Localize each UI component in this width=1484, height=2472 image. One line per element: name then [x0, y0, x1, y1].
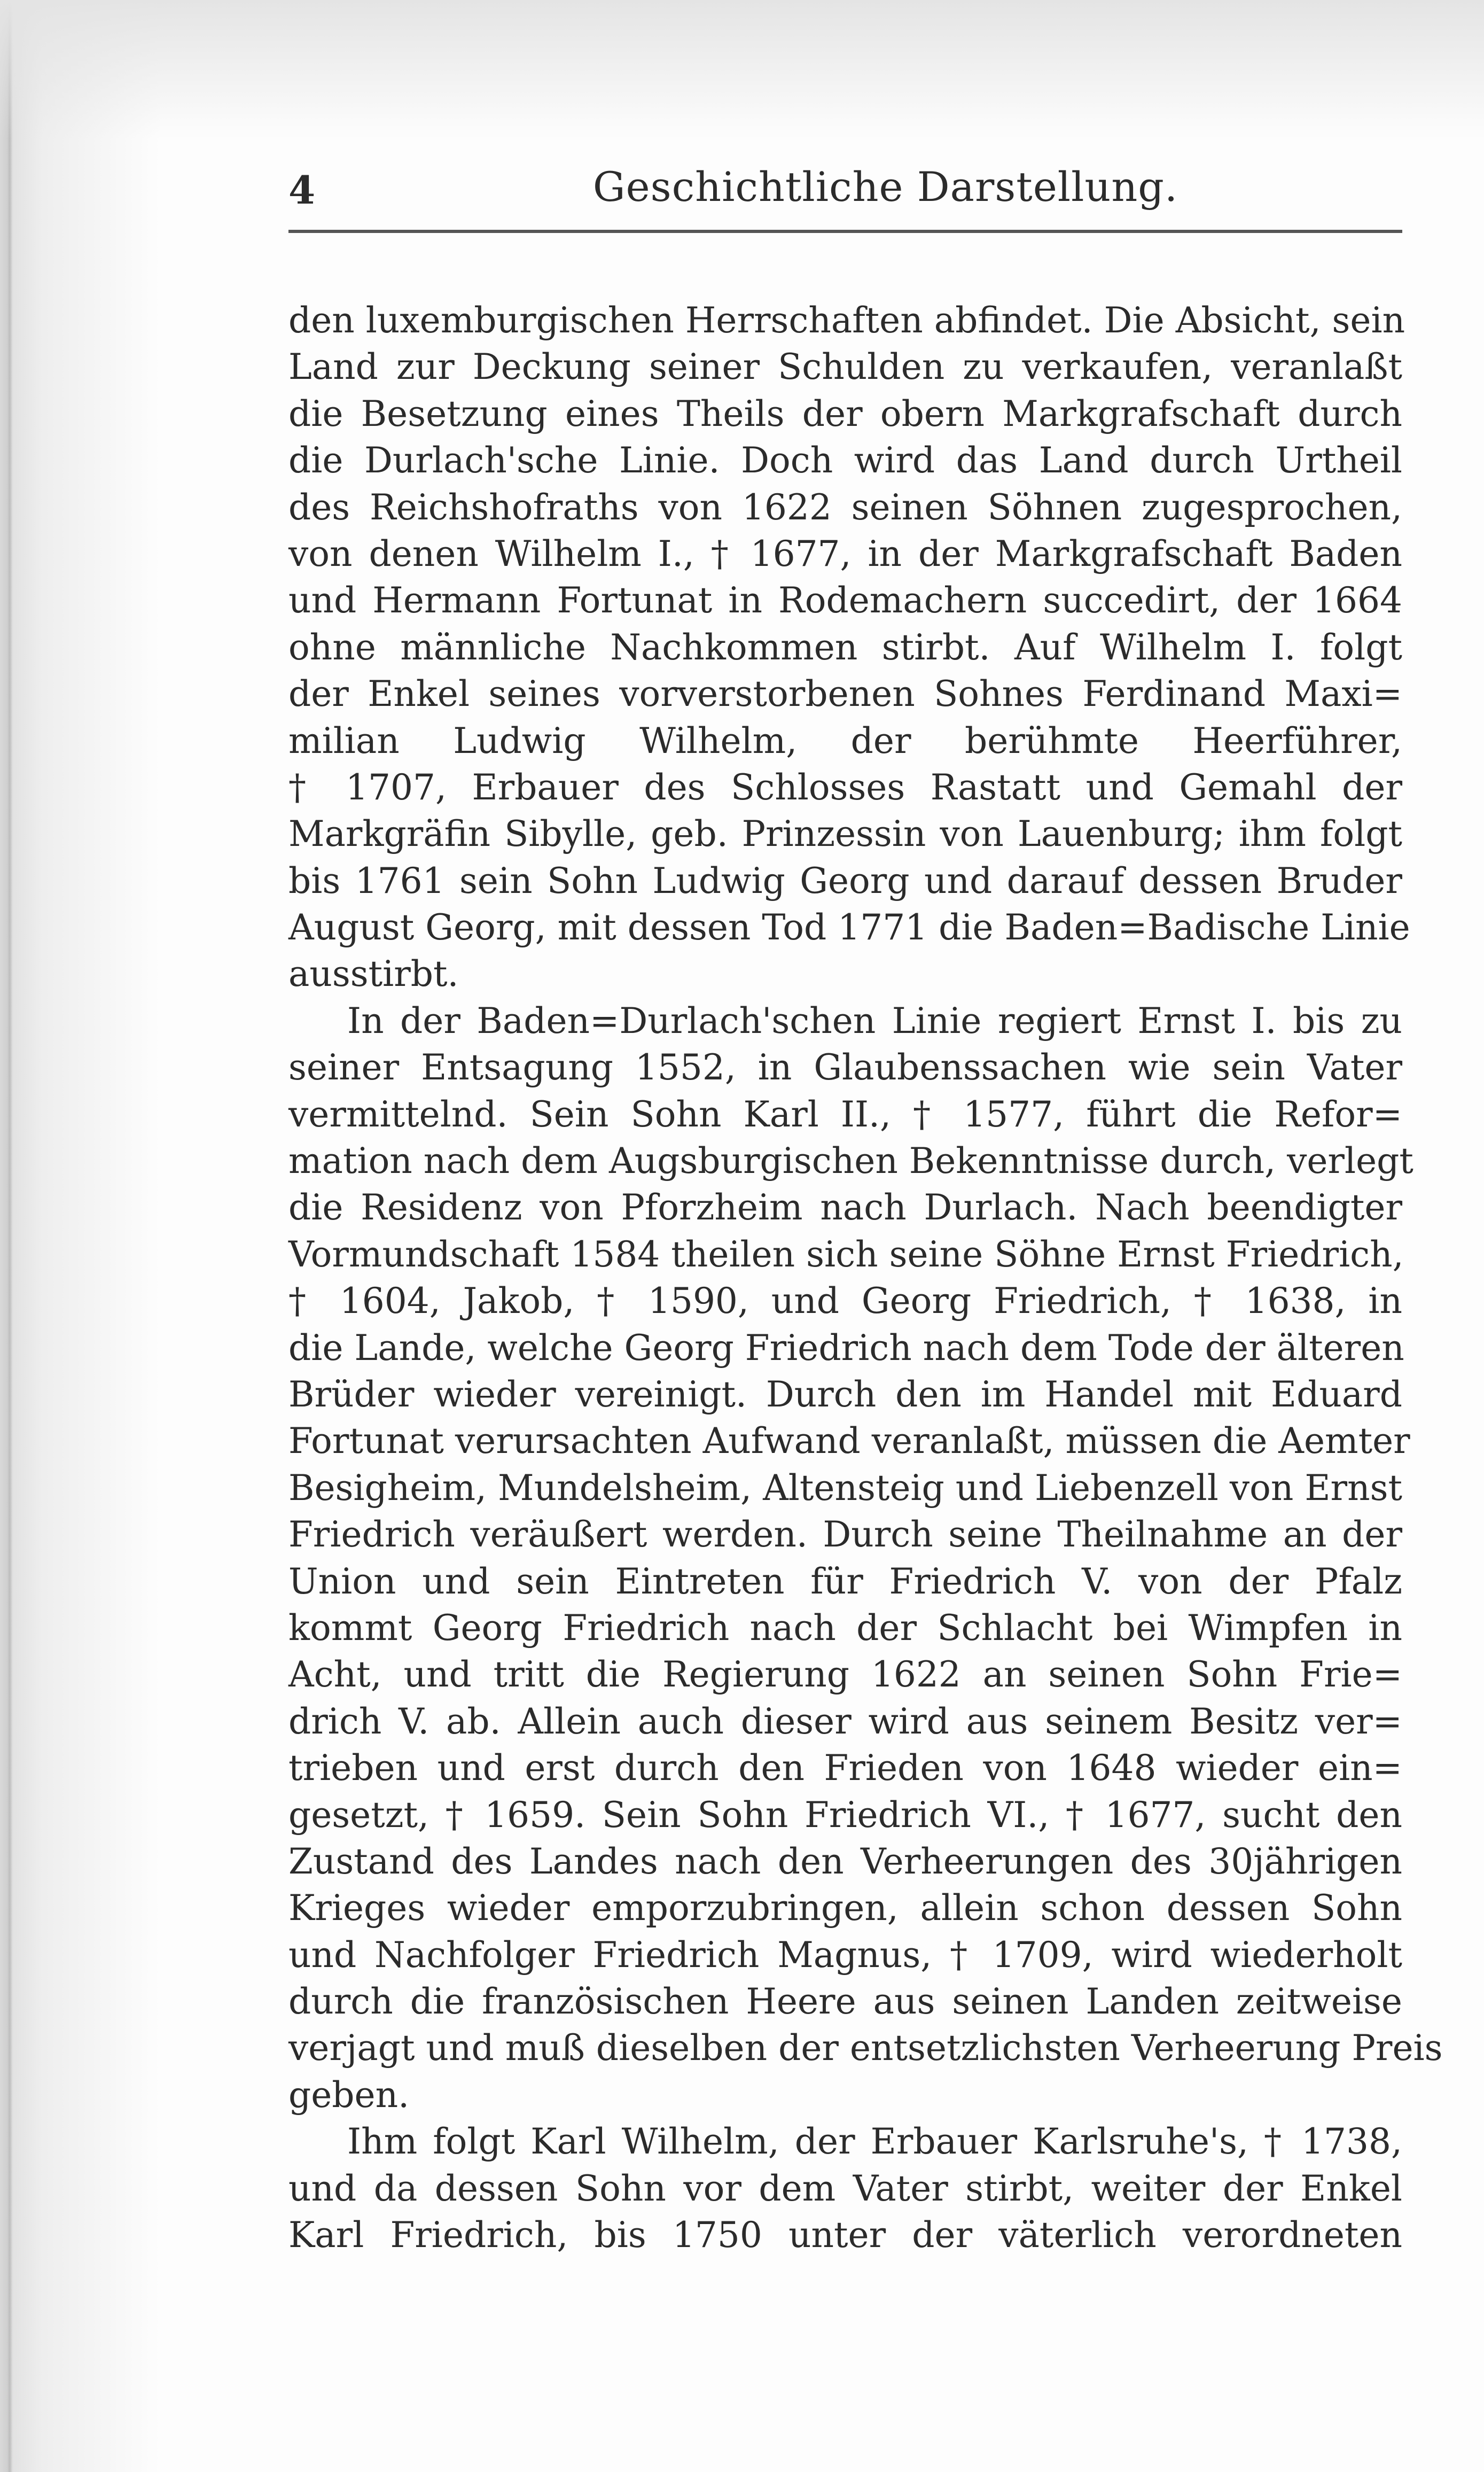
- text-line: Fortunat verursachten Aufwand veranlaßt, müssen die Aemter: [288, 1420, 1410, 1462]
- running-head: [288, 160, 1402, 219]
- text-line: drich V. ab. Allein auch dieser wird aus seinem Besitz ver=: [288, 1700, 1402, 1742]
- text-line: Land zur Deckung seiner Schulden zu verkaufen, veranlaßt: [288, 346, 1402, 388]
- text-line: geben.: [288, 2074, 410, 2116]
- text-line: Karl Friedrich, bis 1750 unter der väterlich verordneten: [288, 2214, 1402, 2256]
- text-line: Brüder wieder vereinigt. Durch den im Handel mit Eduard: [288, 1373, 1402, 1415]
- text-line: Zustand des Landes nach den Verheerungen des 30jährigen: [288, 1840, 1402, 1882]
- scan-gutter-shadow: [0, 0, 160, 2472]
- body-text: [288, 297, 1443, 2258]
- text-line: und Nachfolger Friedrich Magnus, † 1709, wird wiederholt: [288, 1934, 1402, 1976]
- text-line: Friedrich veräußert werden. Durch seine Theilnahme an der: [288, 1514, 1402, 1556]
- text-line: trieben und erst durch den Frieden von 1648 wieder ein=: [288, 1747, 1402, 1789]
- text-line: Markgräfin Sibylle, geb. Prinzessin von Lauenburg; ihm folgt: [288, 813, 1402, 855]
- text-line: die Lande, welche Georg Friedrich nach dem Tode der älteren: [288, 1327, 1404, 1369]
- text-line: mation nach dem Augsburgischen Bekenntnisse durch, verlegt: [288, 1140, 1413, 1182]
- text-line: Krieges wieder emporzubringen, allein schon dessen Sohn: [288, 1887, 1402, 1929]
- page-number: 4: [288, 167, 316, 213]
- text-line: und da dessen Sohn vor dem Vater stirbt, weiter der Enkel: [288, 2167, 1402, 2209]
- paragraph-2: [288, 998, 1443, 2118]
- text-line: von denen Wilhelm I., † 1677, in der Markgrafschaft Baden: [288, 533, 1402, 574]
- text-line: ausstirbt.: [288, 953, 459, 995]
- scan-top-shadow: [0, 0, 1484, 139]
- text-line: kommt Georg Friedrich nach der Schlacht bei Wimpfen in: [288, 1607, 1402, 1649]
- text-line: des Reichshofraths von 1622 seinen Söhnen zugesprochen,: [288, 486, 1402, 528]
- text-line: ohne männliche Nachkommen stirbt. Auf Wilhelm I. folgt: [288, 626, 1402, 668]
- text-line: milian Ludwig Wilhelm, der berühmte Heerführer,: [288, 720, 1402, 761]
- text-line: † 1707, Erbauer des Schlosses Rastatt und Gemahl der: [288, 766, 1402, 808]
- paragraph-3: [288, 2118, 1402, 2258]
- text-line: † 1604, Jakob, † 1590, und Georg Friedrich, † 1638, in: [288, 1280, 1402, 1322]
- text-line: In der Baden=Durlach'schen Linie regiert Ernst I. bis zu: [347, 1000, 1402, 1041]
- text-line: bis 1761 sein Sohn Ludwig Georg und darauf dessen Bruder: [288, 860, 1402, 901]
- text-line: gesetzt, † 1659. Sein Sohn Friedrich VI., † 1677, sucht den: [288, 1794, 1402, 1836]
- text-line: August Georg, mit dessen Tod 1771 die Baden=Badische Linie: [288, 907, 1410, 949]
- text-line: und Hermann Fortunat in Rodemachern succedirt, der 1664: [288, 580, 1402, 621]
- text-line: der Enkel seines vorverstorbenen Sohnes Ferdinand Maxi=: [288, 673, 1402, 715]
- running-title: Geschichtliche Darstellung.: [592, 163, 1178, 211]
- text-line: Acht, und tritt die Regierung 1622 an seinen Sohn Frie=: [288, 1654, 1402, 1696]
- text-line: seiner Entsagung 1552, in Glaubenssachen wie sein Vater: [288, 1047, 1402, 1089]
- text-line: vermittelnd. Sein Sohn Karl II., † 1577, führt die Refor=: [288, 1093, 1402, 1135]
- text-line: den luxemburgischen Herrschaften abfindet. Die Absicht, sein: [288, 300, 1405, 341]
- paragraph-1: [288, 297, 1410, 998]
- text-line: die Residenz von Pforzheim nach Durlach. Nach beendigter: [288, 1187, 1402, 1229]
- text-line: verjagt und muß dieselben der entsetzlichsten Verheerung Preis: [288, 2027, 1443, 2069]
- header-rule: [288, 230, 1402, 233]
- text-line: Union und sein Eintreten für Friedrich V. von der Pfalz: [288, 1560, 1402, 1602]
- text-line: die Durlach'sche Linie. Doch wird das Land durch Urtheil: [288, 440, 1402, 481]
- book-page: [288, 160, 1443, 2258]
- text-line: durch die französischen Heere aus seinen Landen zeitweise: [288, 1981, 1402, 2023]
- text-line: Vormundschaft 1584 theilen sich seine Söhne Ernst Friedrich,: [288, 1233, 1404, 1275]
- text-line: die Besetzung eines Theils der obern Markgrafschaft durch: [288, 393, 1402, 434]
- text-line: Ihm folgt Karl Wilhelm, der Erbauer Karlsruhe's, † 1738,: [347, 2121, 1402, 2163]
- text-line: Besigheim, Mundelsheim, Altensteig und Liebenzell von Ernst: [288, 1467, 1402, 1509]
